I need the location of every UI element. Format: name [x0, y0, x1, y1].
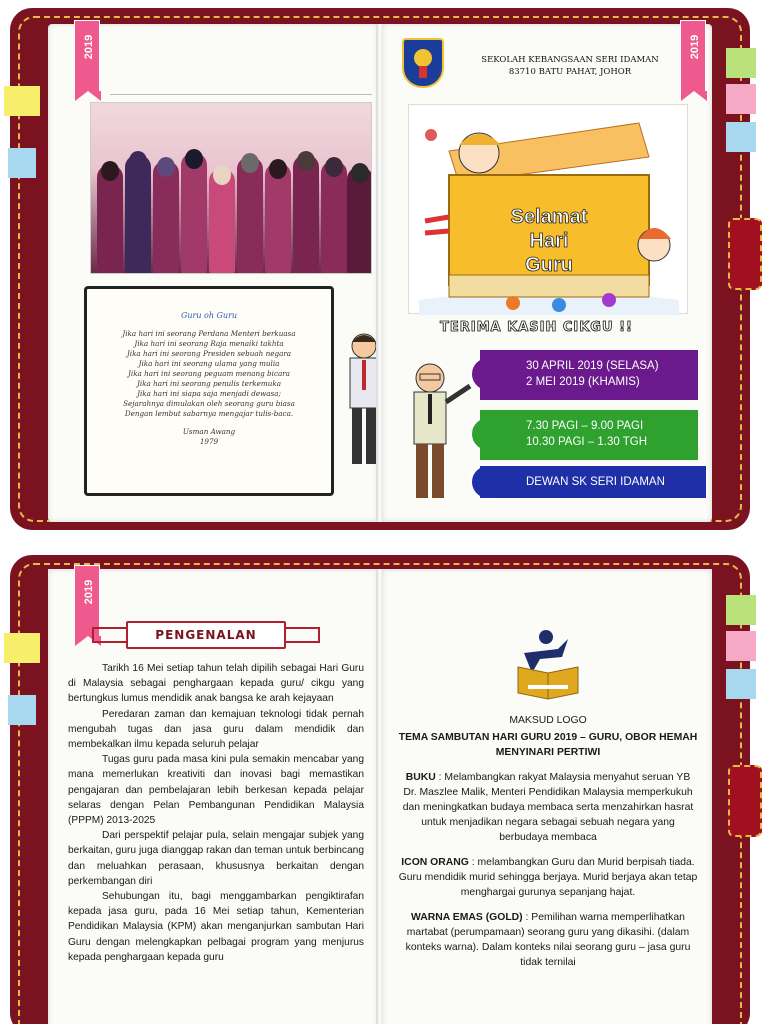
intro-paragraph: Sehubungan itu, bagi menggambarkan pengiktirafan kepada jasa guru, pada 16 Mei setiap tahun, Kementerian Pendidikan Malaysia (KPM) akan menganjurkan sambutan Hari Guru dengan melengkapkan pelbagai program yang menjurus kepada penghargaan kepada guru: [68, 891, 364, 963]
sticky-tab-green: [726, 595, 756, 625]
year-ribbon: 2019: [74, 20, 100, 92]
intro-paragraph: Tugas guru pada masa kini pula semakin mencabar yang mana memerlukan kreativiti dan inovasi bagi memastikan pengajaran dan pembelajaran lebih berkesan kepada pelajar selaras dengan Pelan Pembangunan Pendidikan Malaysia (PPPM) 2013-2025: [68, 754, 364, 827]
year-ribbon: 2019: [680, 20, 706, 92]
intro-text: [68, 661, 364, 965]
venue-line: DEWAN SK SERI IDAMAN: [526, 476, 665, 488]
poem-line: Jika hari ini seorang peguam menang bicara: [128, 369, 290, 378]
bottom-right-page: [382, 569, 712, 1024]
teachers-group-photo: [90, 102, 372, 274]
bottom-book-cover: [10, 555, 750, 1024]
time-line: 10.30 PAGI – 1.30 TGH: [526, 436, 648, 448]
book-clasp: [728, 765, 762, 837]
bottom-left-page: [48, 569, 378, 1024]
book-clasp: [728, 218, 762, 290]
meaning-buku: BUKU : Melambangkan rakyat Malaysia menyahut seruan YB Dr. Maszlee Malik, Menteri Pendidikan Malaysia memperkukuh dan meningkatkan budaya membaca serta menzahirkan hasrat untuk menjadikan negara sebagai sebuah negara yang berbudaya membaca: [402, 772, 694, 843]
logo-meaning: [398, 713, 698, 980]
time-line: 7.30 PAGI – 9.00 PAGI: [526, 420, 644, 432]
thanks-heading: TERIMA KASIH CIKGU !!: [440, 320, 633, 335]
times-box: [480, 410, 698, 460]
sticky-tab-blue-right: [726, 122, 756, 152]
intro-paragraph: Dari perspektif pelajar pula, selain mengajar subjek yang berkaitan, guru juga dianggap rakan dan teman untuk berbincang dan meluahkan perasaan, khususnya berkaitan dengan perkembangan diri: [68, 830, 364, 887]
poem-line: Sejarahnya dimulakan oleh seorang guru biasa: [123, 399, 295, 408]
teacher-pointing-icon: [394, 356, 474, 506]
sticky-tab-pink: [726, 84, 756, 114]
school-header: [470, 54, 670, 78]
intro-paragraph: Peredaran zaman dan kemajuan teknologi tidak pernah mengubah tugas dan jasa guru dalam mendidik dan membekalkan ilmu kepada seluruh pelajar: [68, 708, 364, 751]
school-crest-icon: [402, 38, 444, 88]
date-line: 2 MEI 2019 (KHAMIS): [526, 376, 640, 388]
banner-wing-right: [280, 627, 320, 643]
intro-paragraph: Tarikh 16 Mei setiap tahun telah dipilih sebagai Hari Guru di Malaysia sebagai penghargaan kepada guru/ cikgu yang bertungkus lumus mendidik anak bangsa ke arah kejayaan: [68, 663, 364, 705]
poem-title: Guru oh Guru: [180, 311, 238, 320]
date-line: 30 APRIL 2019 (SELASA): [526, 360, 659, 372]
sticky-tab-blue-right: [726, 669, 756, 699]
poem-year: 1979: [199, 437, 219, 446]
sticky-tab-yellow: [4, 86, 40, 116]
hari-guru-banner: [408, 104, 688, 314]
banner-word: Guru: [525, 254, 573, 276]
top-right-page: [382, 24, 712, 522]
venue-box: [480, 466, 706, 498]
school-name: SEKOLAH KEBANGSAAN SERI IDAMAN: [481, 55, 659, 65]
poem-line: Jika hari ini siapa saja menjadi dewasa;: [137, 389, 281, 398]
meaning-warna-emas: WARNA EMAS (GOLD) : Pemilihan warna memperlihatkan martabat (perumpamaan) seorang guru yang dikasihi. (dalam konteks warna). Dalam konteks nilai seorang guru – jasa guru tidak ternilai: [405, 912, 691, 968]
meaning-icon-orang: ICON ORANG : melambangkan Guru dan Murid berpisah tiada. Guru mendidik murid sehingga berjaya. Murid berjaya akan tetap menghargai gurunya sepanjang hajat.: [398, 857, 698, 898]
banner-word: Hari: [529, 230, 569, 252]
hari-guru-logo-icon: [512, 627, 584, 703]
banner-word: Selamat: [510, 206, 588, 228]
logo-heading: MAKSUD LOGO: [509, 715, 587, 726]
sticky-tab-yellow: [4, 633, 40, 663]
sticky-tab-green: [726, 48, 756, 78]
poem-author: Usman Awang: [182, 427, 236, 436]
poem-frame: [84, 286, 334, 496]
year-ribbon: 2019: [74, 565, 100, 637]
top-left-page: [48, 24, 378, 522]
poem-line: Jika hari ini seorang Raja menaiki takhta: [134, 339, 284, 348]
sticky-tab-pink: [726, 631, 756, 661]
poem-line: Jika hari ini seorang Perdana Menteri berkuasa: [122, 329, 296, 338]
poem: [103, 311, 315, 447]
sticky-tab-blue: [8, 695, 36, 725]
poem-line: Jika hari ini seorang ulama yang mulia: [138, 359, 280, 368]
theme-title: TEMA SAMBUTAN HARI GURU 2019 – GURU, OBOR HEMAH MENYINARI PERTIWI: [398, 732, 698, 758]
poem-line: Dengan lembut sabarnya mengajar tulis-baca.: [124, 409, 294, 418]
dates-box: [480, 350, 698, 400]
poem-line: Jika hari ini seorang Presiden sebuah negara: [126, 349, 292, 358]
top-book-cover: [10, 8, 750, 530]
poem-line: Jika hari ini seorang penulis terkemuka: [136, 379, 281, 388]
school-address: 83710 BATU PAHAT, JOHOR: [508, 67, 632, 77]
sticky-tab-blue: [8, 148, 36, 178]
section-title: PENGENALAN: [126, 621, 286, 649]
